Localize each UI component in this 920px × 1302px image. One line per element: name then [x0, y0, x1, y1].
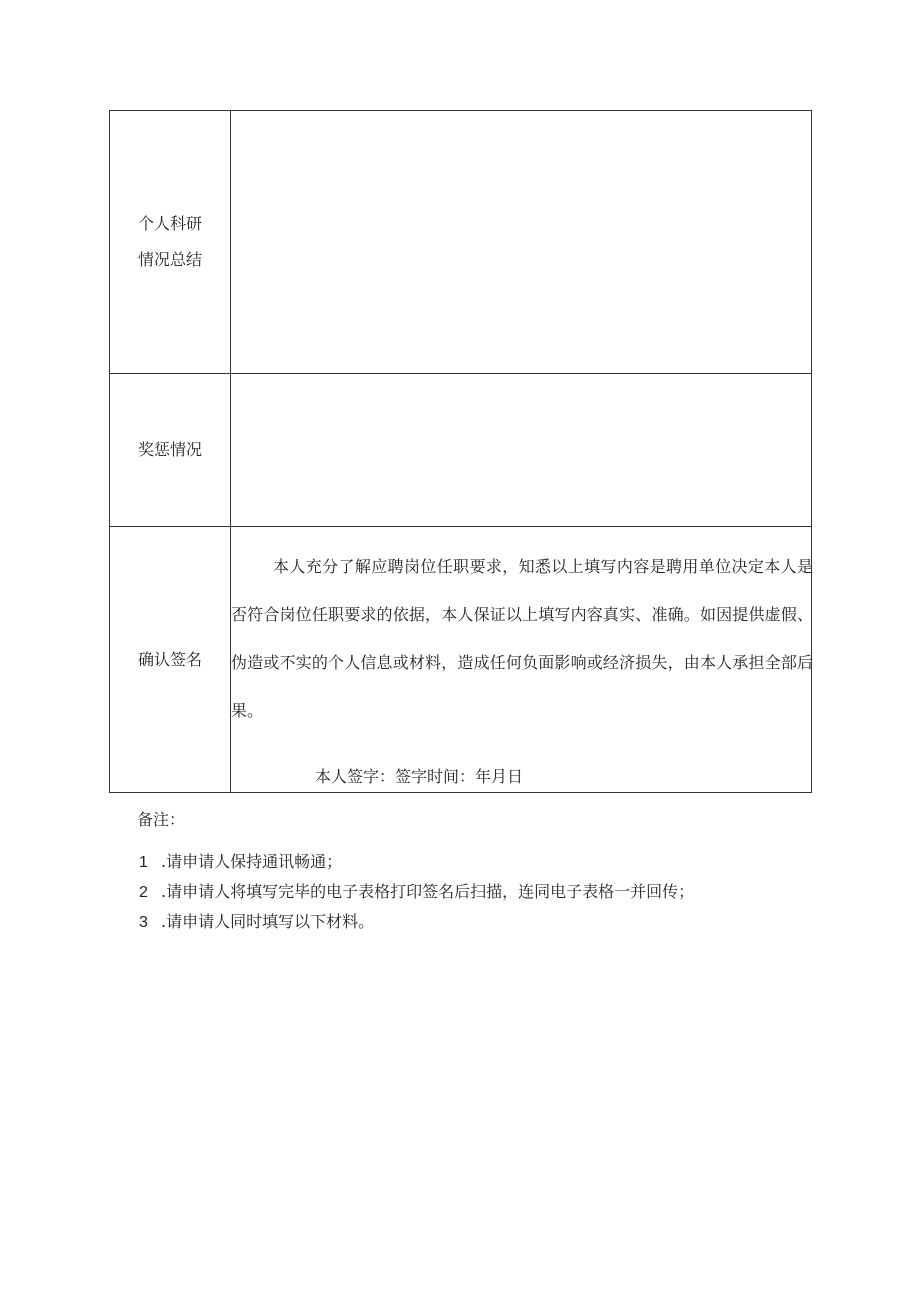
note-number: 3 [139, 914, 148, 931]
awards-label: 奖惩情况 [110, 374, 231, 527]
signature-line: 本人签字：签字时间：年月日 [315, 767, 524, 786]
research-summary-label-line2: 情况总结 [137, 250, 202, 269]
research-summary-label-line1: 个人科研 [137, 214, 202, 233]
awards-field[interactable] [231, 374, 812, 527]
application-form-table [109, 110, 812, 793]
notes-section [137, 808, 185, 846]
confirm-signature-field [231, 527, 812, 793]
research-summary-field[interactable] [231, 111, 812, 374]
research-summary-label [110, 111, 231, 374]
research-summary-row [110, 111, 812, 374]
note-item [139, 850, 694, 880]
note-item [139, 910, 694, 940]
confirm-signature-row [110, 527, 812, 793]
notes-list [139, 850, 694, 940]
note-number: 2 [139, 884, 148, 901]
note-item [139, 880, 694, 910]
awards-row [110, 374, 812, 527]
notes-title: 备注： [137, 810, 186, 829]
note-text: .请申请人将填写完毕的电子表格打印签名后扫描，连同电子表格一并回传； [161, 882, 695, 901]
note-text: .请申请人保持通讯畅通； [161, 852, 343, 871]
note-number: 1 [139, 854, 148, 871]
confirm-statement: 本人充分了解应聘岗位任职要求，知悉以上填写内容是聘用单位决定本人是否符合岗位任职要求的依据，本人保证以上填写内容真实、准确。如因提供虚假、伪造或不实的个人信息或材料，造成任何负面影响或经济损失，由本人承担全部后果。 [231, 557, 813, 720]
note-text: .请申请人同时填写以下材料。 [161, 912, 375, 931]
confirm-signature-label: 确认签名 [110, 527, 231, 793]
